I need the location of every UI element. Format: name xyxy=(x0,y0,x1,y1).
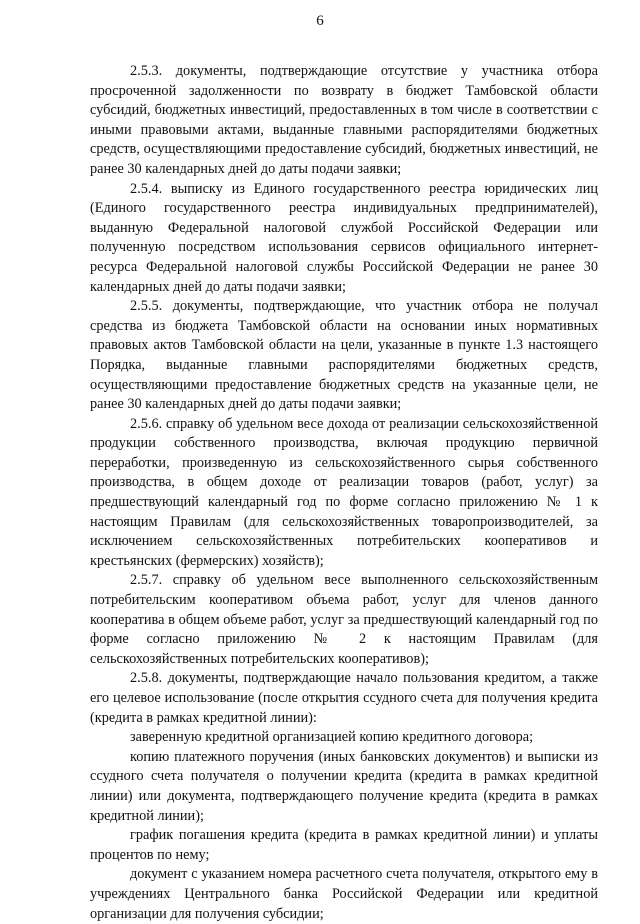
paragraph-2-5-6: 2.5.6. справку об удельном весе дохода от реализации сельскохозяйственной продукции собственного производства, включая продукцию первичной переработки, произведенную из сельскохозяйственного сырья собственного производства, в общем доходе от реализации товаров (работ, услуг) за предшествующий календарный год по форме согласно приложению № 1 к настоящим Правилам (для сельскохозяйственных товаропроизводителей, за исключением сельскохозяйственных потребительских кооперативов и крестьянских (фермерских) хозяйств); xyxy=(90,415,598,569)
paragraph-credit-agreement-copy: заверенную кредитной организацией копию кредитного договора; xyxy=(130,729,534,746)
paragraph-repayment-schedule: график погашения кредита (кредита в рамках кредитной линии) и уплаты процентов по нему; xyxy=(90,827,598,863)
page-number: 6 xyxy=(316,13,324,29)
paragraph-2-5-3: 2.5.3. документы, подтверждающие отсутствие у участника отбора просроченной задолженности по возврату в бюджет Тамбовской области субсидий, бюджетных инвестиций, предоставленных в том числе в соответствии с иными правовыми актами, выданные главными распорядителями бюджетных средств, осуществляющими предоставление субсидий, бюджетных инвестиций, не ранее 30 календарных дней до даты подачи заявки; xyxy=(90,63,598,177)
paragraph-2-5-4: 2.5.4. выписку из Единого государственного реестра юридических лиц (Единого государственного реестра индивидуальных предпринимателей), выданную Федеральной налоговой службой Российской Федерации или полученную посредством использования сервисов официального интернет-ресурса Федеральной налоговой службы Российской Федерации не ранее 30 календарных дней до даты подачи заявки; xyxy=(90,180,598,295)
paragraph-2-5-7: 2.5.7. справку об удельном весе выполненного сельскохозяйственным потребительским кооперативом объема работ, услуг для членов данного кооператива в общем объеме работ, услуг за предшествующий календарный год по форме согласно приложению № 2 к настоящим Правилам (для сельскохозяйственных потребительских кооперативов); xyxy=(90,572,598,667)
document-body xyxy=(90,62,598,924)
paragraph-payment-order-copy: копию платежного поручения (иных банковских документов) и выписки из ссудного счета получателя о получении кредита (кредита в рамках кредитной линии) или документа, подтверждающего получение кредита (кредита в рамках кредитной линии); xyxy=(90,748,598,824)
paragraph-2-5-5: 2.5.5. документы, подтверждающие, что участник отбора не получал средства из бюджета Тамбовской области на основании иных нормативных правовых актов Тамбовской области на цели, указанные в пункте 1.3 настоящего Порядка, выданные главными распорядителями бюджетных средств, осуществляющими предоставление бюджетных средств на указанные цели, не ранее 30 календарных дней до даты подачи заявки; xyxy=(90,298,598,413)
paragraph-2-5-8: 2.5.8. документы, подтверждающие начало пользования кредитом, а также его целевое использование (после открытия ссудного счета для получения кредита (кредита в рамках кредитной линии): xyxy=(90,670,598,726)
paragraph-account-number-document: документ с указанием номера расчетного счета получателя, открытого ему в учреждениях Центрального банка Российской Федерации или кредитной организации для получения субсидии; xyxy=(90,866,598,922)
